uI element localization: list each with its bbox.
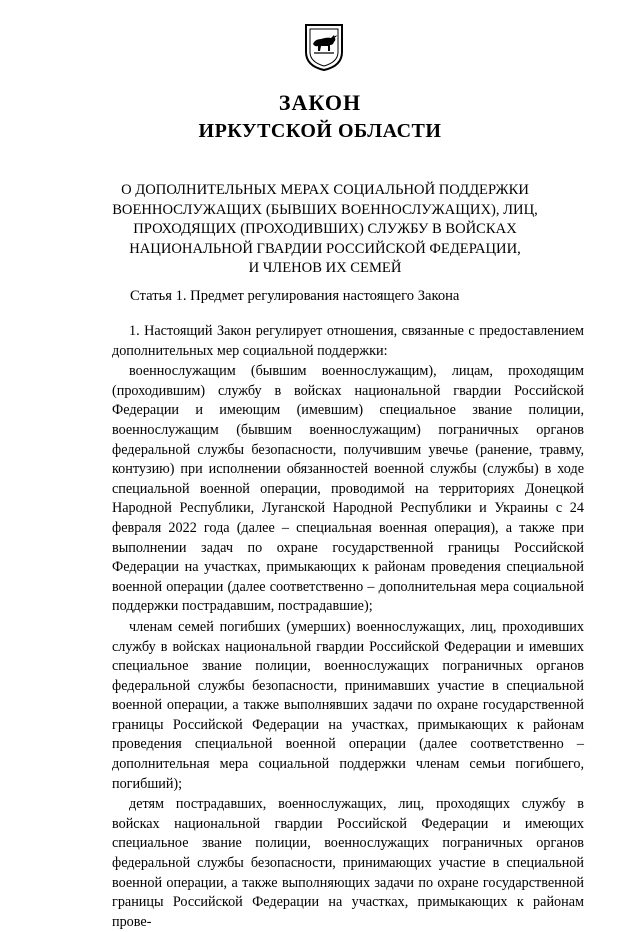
heading-line: ВОЕННОСЛУЖАЩИХ (БЫВШИХ ВОЕННОСЛУЖАЩИХ), ЛИЦ, — [112, 201, 538, 218]
paragraph: военнослужащим (бывшим военнослужащим), лицам, проходящим (проходившим) службу в войсках национальной гвардии Российской Федерации и имеющим (имевшим) специальное звание полиции, военнослужащим (бывшим военнослужащим) пограничных органов федеральной службы безопасности, получившим увечье (ранение, травму, контузию) при исполнении обязанностей военной службы (службы) в ходе специальной военной операции, проводимой на территориях Донецкой Народной Республики, Луганской Народной Республики и Украины с 24 февраля 2022 года (далее – специальная военная операция), а также при выполнении задач по охране государственной границы Российской Федерации на участках, примыкающих к районам проведения специальной военной операции (далее соответственно – дополнительная мера социальной поддержки пострадавшим, пострадавшие); — [112, 363, 584, 615]
paragraph: 1. Настоящий Закон регулирует отношения, связанные с предоставлением дополнительных мер социальной поддержки: — [112, 323, 584, 359]
heading-line: О ДОПОЛНИТЕЛЬНЫХ МЕРАХ СОЦИАЛЬНОЙ ПОДДЕРЖКИ — [121, 182, 529, 198]
law-title: ЗАКОН — [278, 90, 362, 115]
coat-of-arms-icon — [303, 22, 345, 72]
heading-line: ПРОХОДЯЩИХ (ПРОХОДИВШИХ) СЛУЖБУ В ВОЙСКАХ — [133, 221, 517, 237]
heading-line: И ЧЛЕНОВ ИХ СЕМЕЙ — [248, 260, 402, 276]
paragraph: детям пострадавших, военнослужащих, лиц, проходящих службу в войсках национальной гвардии Российской Федерации и имеющих специальное звание полиции, военнослужащих пограничных органов федеральной службы безопасности, принимающих участие в специальной военной операции, а также выполняющих задачи по охране государственной границы Российской Федерации на участках, примыкающих к районам прове- — [112, 796, 584, 930]
region-title: ИРКУТСКОЙ ОБЛАСТИ — [198, 120, 442, 142]
article-title: Статья 1. Предмет регулирования настоящего Закона — [130, 288, 460, 304]
article-body — [112, 322, 584, 932]
paragraph: членам семей погибших (умерших) военнослужащих, лиц, проходивших службу в войсках национальной гвардии Российской Федерации и имевших специальное звание полиции, военнослужащих пограничных органов федеральной службы безопасности, принимавших участие в специальной военной операции, а также выполнявших задачи по охране государственной границы Российской Федерации на участках, примыкающих к районам проведения специальной военной операции (далее соответственно – дополнительная мера социальной поддержки членам семьи погибшего, погибший); — [112, 618, 584, 792]
law-heading — [95, 181, 555, 279]
heading-line: НАЦИОНАЛЬНОЙ ГВАРДИИ РОССИЙСКОЙ ФЕДЕРАЦИИ, — [129, 240, 521, 257]
